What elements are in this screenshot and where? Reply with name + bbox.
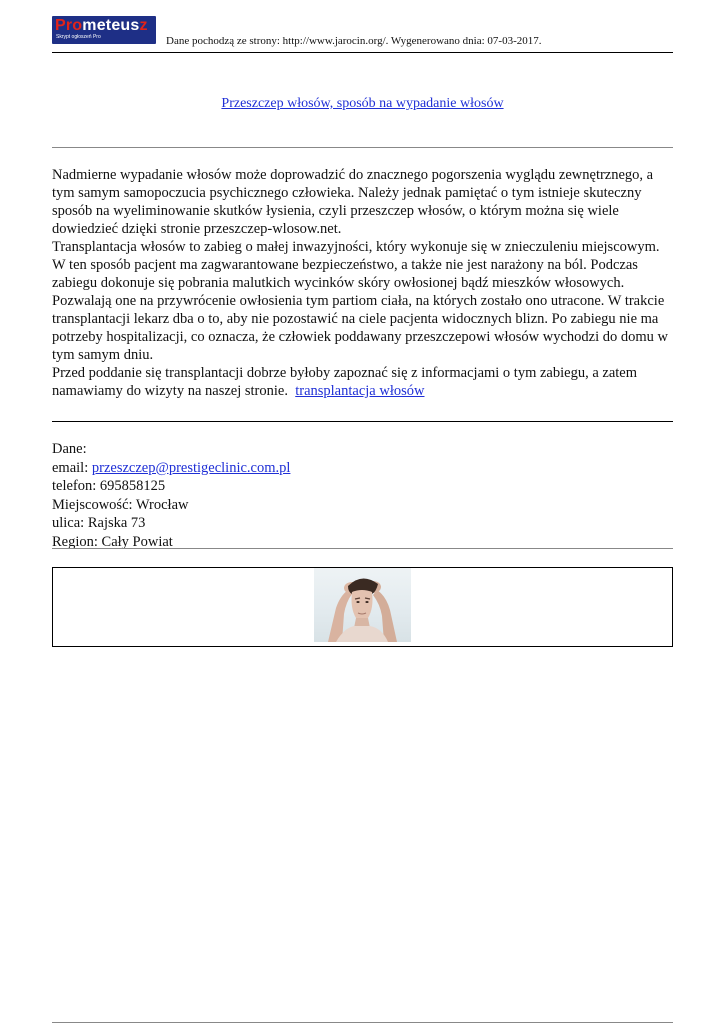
prometeusz-logo[interactable] (52, 16, 156, 44)
article-title-link[interactable]: Przeszczep włosów, sposób na wypadanie włosów (221, 96, 504, 111)
source-note: Dane pochodzą ze strony: http://www.jarocin.org/. Wygenerowano dnia: 07-03-2017. (166, 35, 542, 47)
email-link[interactable]: przeszczep@prestigeclinic.com.pl (91, 459, 291, 476)
contact-phone-row: telefon: 695858125 (52, 478, 166, 494)
contact-region-row: Region: Cały Powiat (52, 533, 173, 550)
divider-top (52, 147, 673, 148)
article-paragraph-last: Przed poddanie się transplantacji dobrze byłoby zapoznać się z informacjami o tym zabiegu, a zatem namawiamy do wizyty na naszej stronie. transplantacja włosów (52, 365, 638, 399)
transplant-link[interactable]: transplantacja włosów (295, 383, 425, 399)
article-title (52, 95, 673, 112)
divider-middle (52, 421, 673, 422)
article-paragraph: Transplantacja włosów to zabieg o małej inwazyjności, który wykonuje się w znieczuleniu miejscowym. W ten sposób pacjent ma zagwarantowane bezpieczeństwo, a także nie jest narażony na ból. Podczas zabiegu dokonuje się pobrania malutkich wycinków skóry owłosionej bądź mieszków włosowych. Pozwalają one na przywrócenie owłosienia tym partiom ciała, na których zostało ono utracone. W trakcie transplantacji lekarz dba o to, aby nie pozostawić na ciele pacjenta widocznych blizn. Po zabiegu nie ma potrzeby hospitalizacji, co oznacza, że człowiek poddawany przeszczepowi włosów wychodzi do domu w tym samym dniu. (52, 239, 669, 363)
article-paragraph: Nadmierne wypadanie włosów może doprowadzić do znacznego pogorszenia wyglądu zewnętrznego, a tym samym samopoczucia psychicznego człowieka. Należy jednak pamiętać o tym istnieje skuteczny sposób na wyeliminowanie skutków łysienia, czyli przeszczep włosów, o którym można się wiele dowiedzieć dzięki stronie przeszczep-wlosow.net. (52, 167, 654, 237)
photo-of-man-touching-hair-icon[interactable] (314, 568, 411, 642)
divider-contact (52, 548, 673, 549)
contact-heading: Dane: (52, 441, 87, 457)
contact-street-row: ulica: Rajska 73 (52, 515, 146, 531)
contact-email-row: email: przeszczep@prestigeclinic.com.pl (52, 459, 291, 476)
contact-details (52, 440, 673, 551)
page-header (52, 14, 673, 53)
image-frame (52, 567, 673, 647)
article-body (52, 166, 673, 400)
contact-city-row: Miejscowość: Wrocław (52, 496, 189, 513)
divider-bottom (52, 1022, 673, 1023)
logo-subtitle: Skrypt ogłoszeń Pro (56, 34, 101, 40)
logo-wordmark: Prometeusz (55, 17, 148, 34)
